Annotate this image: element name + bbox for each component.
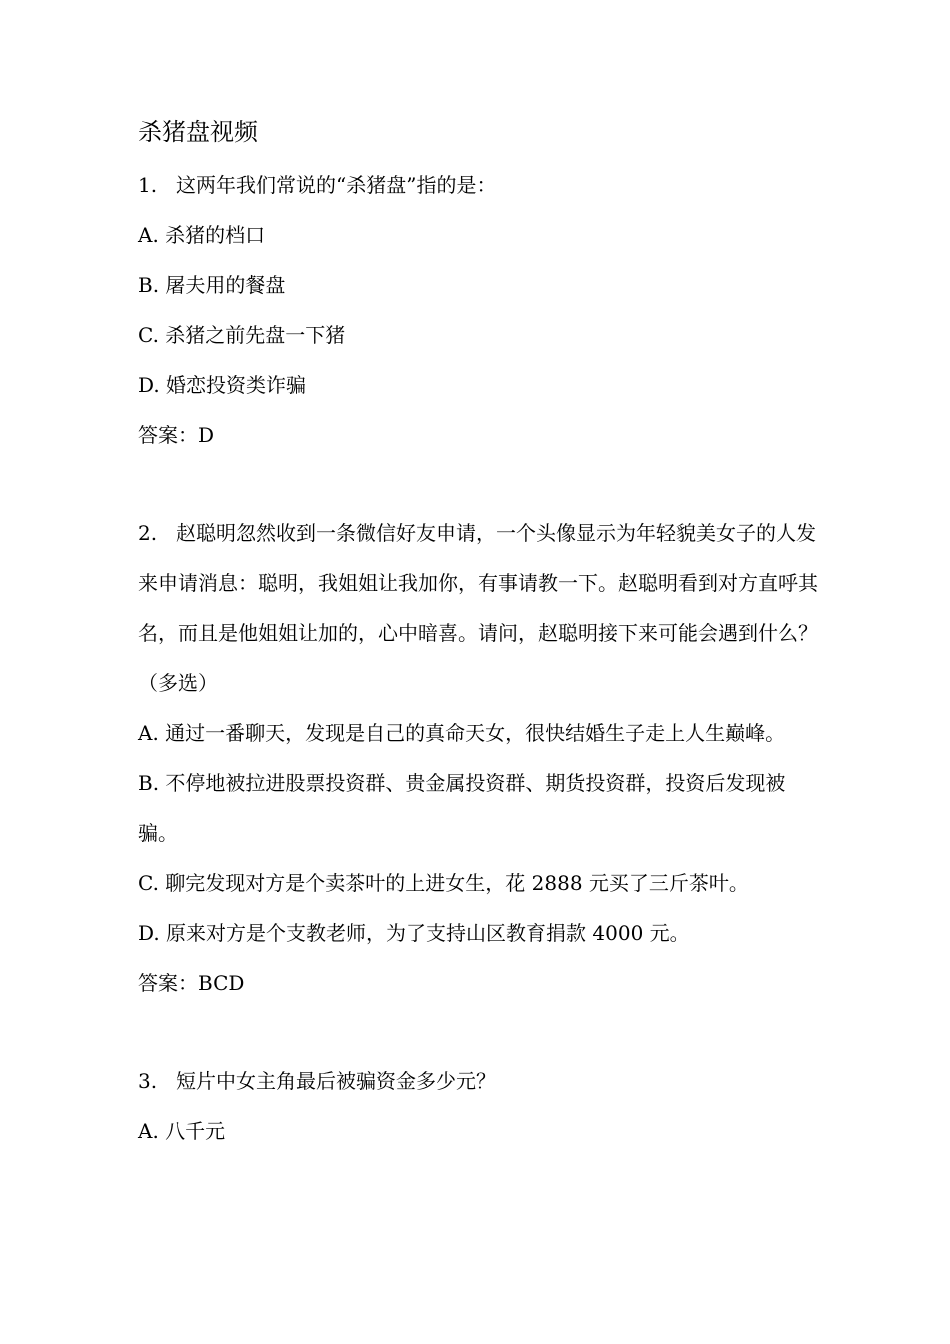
document-content — [138, 114, 818, 1156]
option-b: B. 屠夫用的餐盘 — [138, 273, 286, 297]
question-stem — [138, 508, 818, 708]
question-stem — [138, 1056, 818, 1106]
question-number: 2. — [138, 521, 158, 545]
question-text: 赵聪明忽然收到一条微信好友申请，一个头像显示为年轻貌美女子的人发来申请消息：聪明，我姐姐让我加你，有事请教一下。赵聪明看到对方直呼其名，而且是他姐姐让加的，心中暗喜。请问，赵聪明接下来可能会遇到什么？（多选） — [138, 521, 818, 695]
question-text: 短片中女主角最后被骗资金多少元？ — [176, 1069, 496, 1093]
question-1 — [138, 160, 818, 460]
question-text: 这两年我们常说的“杀猪盘”指的是： — [176, 173, 497, 197]
answer: 答案：BCD — [138, 971, 245, 995]
document-title: 杀猪盘视频 — [138, 118, 258, 146]
option-b: B. 不停地被拉进股票投资群、贵金属投资群、期货投资群，投资后发现被骗。 — [138, 771, 786, 845]
spacer — [138, 1008, 818, 1056]
question-number: 1. — [138, 173, 158, 197]
option-a: A. 八千元 — [138, 1119, 226, 1143]
answer: 答案：D — [138, 423, 215, 447]
option-c: C. 杀猪之前先盘一下猪 — [138, 323, 346, 347]
option-c: C. 聊完发现对方是个卖茶叶的上进女生，花 2888 元买了三斤茶叶。 — [138, 871, 749, 895]
option-a: A. 通过一番聊天，发现是自己的真命天女，很快结婚生子走上人生巅峰。 — [138, 721, 786, 745]
spacer — [138, 460, 818, 508]
question-3 — [138, 1056, 818, 1156]
question-2 — [138, 508, 818, 1008]
option-d: D. 婚恋投资类诈骗 — [138, 373, 307, 397]
option-d: D. 原来对方是个支教老师，为了支持山区教育捐款 4000 元。 — [138, 921, 690, 945]
question-number: 3. — [138, 1069, 158, 1093]
question-stem — [138, 160, 818, 210]
option-a: A. 杀猪的档口 — [138, 223, 266, 247]
